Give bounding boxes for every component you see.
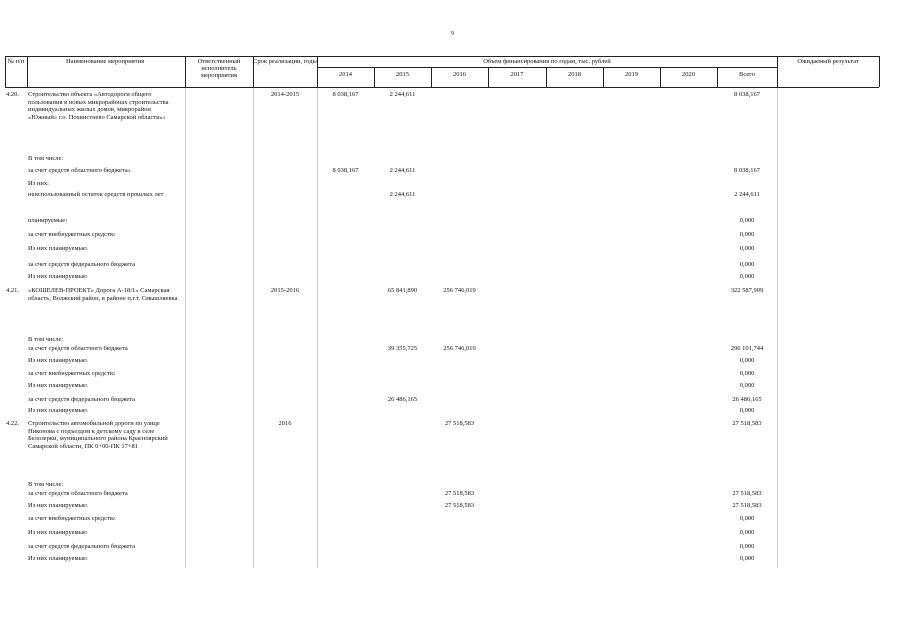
header-year-2015: 2015 bbox=[396, 71, 409, 78]
header-num: № п/п bbox=[7, 58, 25, 65]
row-value-2016: 27 518,583 bbox=[444, 502, 475, 509]
row-name: планируемые$^1$ bbox=[28, 217, 68, 224]
row-total: 27 518,583 bbox=[732, 490, 762, 497]
header-year-2018: 2018 bbox=[568, 71, 581, 78]
row-value-2015: 2 244,611 bbox=[389, 91, 416, 98]
footnote-mark: 1 bbox=[85, 383, 88, 388]
row-total: 2 244,611 bbox=[734, 191, 760, 198]
header-term: Срок реализации, годы bbox=[253, 58, 317, 65]
row-name: за счет внебюджетных средств$^2$ bbox=[28, 515, 115, 522]
row-value-2015: 65 841,890 bbox=[387, 287, 418, 294]
footnote-mark: 1 bbox=[85, 503, 88, 508]
row-name: за счет средств областного бюджета bbox=[28, 490, 128, 497]
body-vertical-line bbox=[317, 88, 318, 568]
row-name: за счет внебюджетных средств$^2$ bbox=[28, 370, 115, 377]
header-volume: Объем финансирования по годам, тыс. рублей bbox=[483, 58, 611, 65]
row-num: 4.22. bbox=[6, 420, 19, 427]
row-total: 8 038,167 bbox=[734, 167, 760, 174]
row-total: 0,000 bbox=[739, 370, 755, 377]
row-name: В том числе: bbox=[28, 481, 64, 488]
row-value-2014: 8 038,167 bbox=[332, 91, 359, 98]
header-name: Наименование мероприятия bbox=[65, 58, 145, 65]
row-total: 0,000 bbox=[739, 357, 755, 364]
row-num: 4.21. bbox=[6, 287, 19, 294]
row-name: Из них планируемые$^1$ bbox=[28, 502, 88, 509]
row-name: Из них планируемые$^1$ bbox=[28, 245, 88, 252]
row-name: Из них планируемые$^1$ bbox=[28, 529, 88, 536]
row-value-2015: 2 244,611 bbox=[389, 167, 416, 174]
footnote-mark: 4 bbox=[162, 114, 165, 120]
row-total: 27 518,583 bbox=[732, 420, 762, 427]
header-top-border bbox=[5, 56, 879, 57]
page-number: 9 bbox=[451, 31, 454, 37]
row-name: неиспользованный остаток средств прошлых лет bbox=[28, 191, 164, 198]
row-total: 0,000 bbox=[739, 529, 755, 536]
header-result: Ожидаемый результат bbox=[797, 58, 859, 65]
row-value-2016: 256 746,019 bbox=[443, 345, 476, 352]
header-year-Всего: Всего bbox=[739, 71, 755, 78]
row-value-2014: 8 038,167 bbox=[332, 167, 359, 174]
row-total: 0,000 bbox=[739, 217, 755, 224]
footnote-mark: 1 bbox=[85, 246, 88, 251]
row-name: Из них: bbox=[28, 180, 49, 187]
header-year-2017: 2017 bbox=[510, 71, 524, 78]
footnote-mark: 2 bbox=[112, 516, 115, 521]
header-exec: Ответственный исполнитель мероприятия bbox=[197, 58, 241, 79]
row-name: Из них планируемые$^1$ bbox=[28, 382, 88, 389]
row-value-2015: 2 244,611 bbox=[389, 191, 416, 198]
row-name: за счет внебюджетных средств$^2$ bbox=[28, 231, 115, 238]
row-value-2016: 27 518,583 bbox=[444, 420, 475, 427]
row-name: за счет средств федерального бюджета bbox=[28, 261, 136, 268]
header-year-2014: 2014 bbox=[339, 71, 352, 78]
row-total: 0,000 bbox=[739, 555, 755, 562]
row-total: 0,000 bbox=[739, 245, 755, 252]
row-total: 0,000 bbox=[739, 543, 755, 550]
footnote-mark: 1 bbox=[85, 274, 88, 279]
header-year-2019: 2019 bbox=[625, 71, 638, 78]
vertical-line bbox=[185, 56, 186, 87]
row-total: 0,000 bbox=[739, 231, 755, 238]
footnote-mark: 2 bbox=[112, 371, 115, 376]
row-name: за счет средств федерального бюджета bbox=[28, 396, 136, 403]
row-name: Из них планируемые$^1$ bbox=[28, 407, 88, 414]
footnote-mark: 1 bbox=[85, 556, 88, 561]
body-vertical-line bbox=[253, 88, 254, 568]
row-name: Из них планируемые$^1$ bbox=[28, 273, 88, 280]
header-year-2020: 2020 bbox=[682, 71, 695, 78]
row-term: 2016 bbox=[278, 420, 292, 427]
footnote-mark: 1 bbox=[85, 408, 88, 413]
row-total: 8 038,167 bbox=[734, 91, 760, 98]
footnote-mark: 2 bbox=[112, 232, 115, 237]
row-name: В том числе: bbox=[28, 336, 64, 343]
row-total: 26 486,165 bbox=[732, 396, 762, 403]
row-value-2016: 256 746,019 bbox=[443, 287, 476, 294]
row-name: Из них планируемые$^1$ bbox=[28, 555, 88, 562]
row-name: В том числе: bbox=[28, 155, 64, 162]
row-total: 0,000 bbox=[739, 273, 755, 280]
row-name: Строительство автомобильной дороги по улице Никонова с подъездом к детскому саду в селе Белозерки, муниципального района Красноярский Самарской области, ПК 0+00-ПК 17+81 bbox=[28, 420, 168, 450]
row-name: «КОШЕЛЕВ-ПРОЕКТ» Дорога А-18/1» Самарская область, Волжский район, в районе п.г.т. Смышляевка bbox=[28, 287, 178, 302]
row-name: Строительство объекта «Автодороги общего пользования в новых микрорайонах строительства индивидуальных жилых домов, микрорайон «Южный» г.о. Похвистнево Самарской области»$^4$ bbox=[28, 91, 169, 121]
row-name: за счет средств областного бюджета bbox=[28, 345, 128, 352]
footnote-mark: 4 bbox=[127, 168, 130, 173]
vertical-line bbox=[27, 56, 28, 87]
row-value-2015: 26 486,165 bbox=[387, 396, 418, 403]
footnote-mark: 1 bbox=[85, 358, 88, 363]
body-vertical-line bbox=[185, 88, 186, 568]
row-name: Из них планируемые$^1$ bbox=[28, 357, 88, 364]
row-total: 296 101,744 bbox=[730, 345, 764, 352]
row-name: за счет средств областного бюджета$^4$ bbox=[28, 167, 130, 174]
footnote-mark: 1 bbox=[85, 530, 88, 535]
row-num: 4.20. bbox=[6, 91, 19, 98]
header-mid-border bbox=[317, 67, 777, 68]
body-vertical-line bbox=[777, 88, 778, 568]
header-bottom-border bbox=[5, 87, 879, 88]
footnote-mark: 1 bbox=[65, 218, 68, 223]
header-year-2016: 2016 bbox=[453, 71, 466, 78]
vertical-line bbox=[879, 56, 880, 87]
row-total: 0,000 bbox=[739, 515, 755, 522]
row-total: 0,000 bbox=[739, 261, 755, 268]
row-term: 2014-2015 bbox=[270, 91, 300, 98]
row-value-2015: 39 355,725 bbox=[387, 345, 418, 352]
row-name: за счет средств федерального бюджета bbox=[28, 543, 136, 550]
row-term: 2015-2016 bbox=[270, 287, 300, 294]
row-total: 0,000 bbox=[739, 407, 755, 414]
row-total: 27 518,583 bbox=[732, 502, 762, 509]
row-total: 322 587,909 bbox=[730, 287, 764, 294]
row-value-2016: 27 518,583 bbox=[444, 490, 475, 497]
row-total: 0,000 bbox=[739, 382, 755, 389]
